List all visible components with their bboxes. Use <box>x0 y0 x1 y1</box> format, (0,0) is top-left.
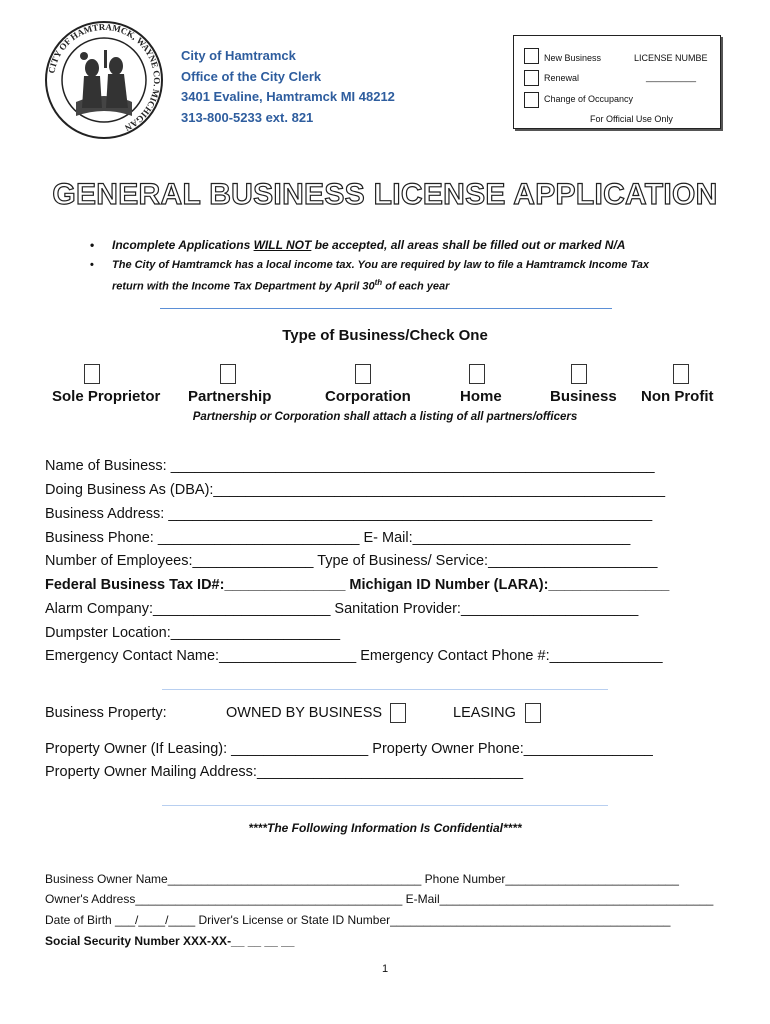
dumpster-location-field[interactable]: Dumpster Location:_____________________ <box>45 625 341 641</box>
leasing-label: LEASING <box>453 705 516 721</box>
owner-name-phone-field[interactable]: Business Owner Name______________________________________ Phone Number__________________________ <box>45 872 679 886</box>
business-address-field[interactable]: Business Address: ____________________________________________________________ <box>45 506 653 522</box>
new-business-label: New Business <box>544 53 602 63</box>
owned-by-business-checkbox[interactable] <box>390 703 406 723</box>
page-title: GENERAL BUSINESS LICENSE APPLICATION <box>52 178 718 211</box>
phone-email-field[interactable]: Business Phone: _________________________ E- Mail:___________________________ <box>45 530 631 546</box>
business-property-label: Business Property: <box>45 705 167 721</box>
renewal-checkbox[interactable] <box>524 70 539 86</box>
city-name: City of Hamtramck <box>181 48 296 63</box>
renewal-label: Renewal <box>544 73 580 83</box>
notice-list <box>90 236 649 296</box>
non-profit-label: Non Profit <box>641 388 714 405</box>
property-mailing-field[interactable]: Property Owner Mailing Address:_________________________________ <box>45 764 524 780</box>
business-name-field[interactable]: Name of Business: ____________________________________________________________ <box>45 458 655 474</box>
notice-incomplete: • Incomplete Applications WILL NOT be accepted, all areas shall be filled out or marked N/A <box>90 236 649 254</box>
corporation-label: Corporation <box>325 388 411 405</box>
divider <box>162 805 608 806</box>
office-address-block <box>181 46 395 128</box>
dob-license-field[interactable]: Date of Birth ___/____/____ Driver's License or State ID Number__________________________________________ <box>45 913 671 927</box>
page-number: 1 <box>381 963 389 975</box>
dba-field[interactable]: Doing Business As (DBA):________________________________________________________ <box>45 482 666 498</box>
official-use-box <box>513 35 721 129</box>
business-label: Business <box>550 388 617 405</box>
divider <box>162 689 608 690</box>
home-checkbox[interactable] <box>469 364 485 384</box>
change-occupancy-checkbox[interactable] <box>524 92 539 108</box>
emergency-contact-field[interactable]: Emergency Contact Name:_________________ Emergency Contact Phone #:______________ <box>45 648 663 664</box>
employees-type-field[interactable]: Number of Employees:_______________ Type of Business/ Service:_____________________ <box>45 553 658 569</box>
license-number-label: LICENSE NUMBE <box>634 53 708 63</box>
home-label: Home <box>460 388 502 405</box>
partnership-checkbox[interactable] <box>220 364 236 384</box>
tax-id-field[interactable]: Federal Business Tax ID#:_______________ Michigan ID Number (LARA):_______________ <box>45 577 670 593</box>
sole-proprietor-label: Sole Proprietor <box>52 388 161 405</box>
notice-income-tax: • The City of Hamtramck has a local income tax. You are required by law to file a Hamtramck Income Tax return with the Income Tax Department by April 30th of each year <box>90 256 649 296</box>
svg-text:CITY OF HAMTRAMCK, WAYNE CO. M: CITY OF HAMTRAMCK, WAYNE CO. MICHIGAN <box>46 21 163 134</box>
official-use-label: For Official Use Only <box>590 114 673 124</box>
owned-by-business-label: OWNED BY BUSINESS <box>226 705 383 721</box>
owner-address-email-field[interactable]: Owner's Address________________________________________ E-Mail_________________________________________ <box>45 892 714 906</box>
property-owner-field[interactable]: Property Owner (If Leasing): _________________ Property Owner Phone:________________ <box>45 741 653 757</box>
sole-proprietor-checkbox[interactable] <box>84 364 100 384</box>
partnership-label: Partnership <box>188 388 272 405</box>
office-phone: 313-800-5233 ext. 821 <box>181 109 314 125</box>
office-name: Office of the City Clerk <box>181 68 322 84</box>
corporation-checkbox[interactable] <box>355 364 371 384</box>
business-type-heading: Type of Business/Check One <box>282 327 488 344</box>
change-occupancy-label: Change of Occupancy <box>544 94 634 104</box>
alarm-sanitation-field[interactable]: Alarm Company:______________________ Sanitation Provider:______________________ <box>45 601 639 617</box>
city-seal-logo <box>44 20 164 140</box>
license-number-blank[interactable]: __________ <box>646 72 697 82</box>
confidential-heading: ****The Following Information Is Confidential**** <box>248 821 522 835</box>
non-profit-checkbox[interactable] <box>673 364 689 384</box>
ssn-field[interactable]: Social Security Number XXX-XX-__ __ __ __ <box>45 934 295 948</box>
divider <box>160 308 612 309</box>
new-business-checkbox[interactable] <box>524 48 539 64</box>
leasing-checkbox[interactable] <box>525 703 541 723</box>
business-checkbox[interactable] <box>571 364 587 384</box>
street-address: 3401 Evaline, Hamtramck MI 48212 <box>181 89 395 104</box>
partnership-note: Partnership or Corporation shall attach a listing of all partners/officers <box>192 411 578 423</box>
